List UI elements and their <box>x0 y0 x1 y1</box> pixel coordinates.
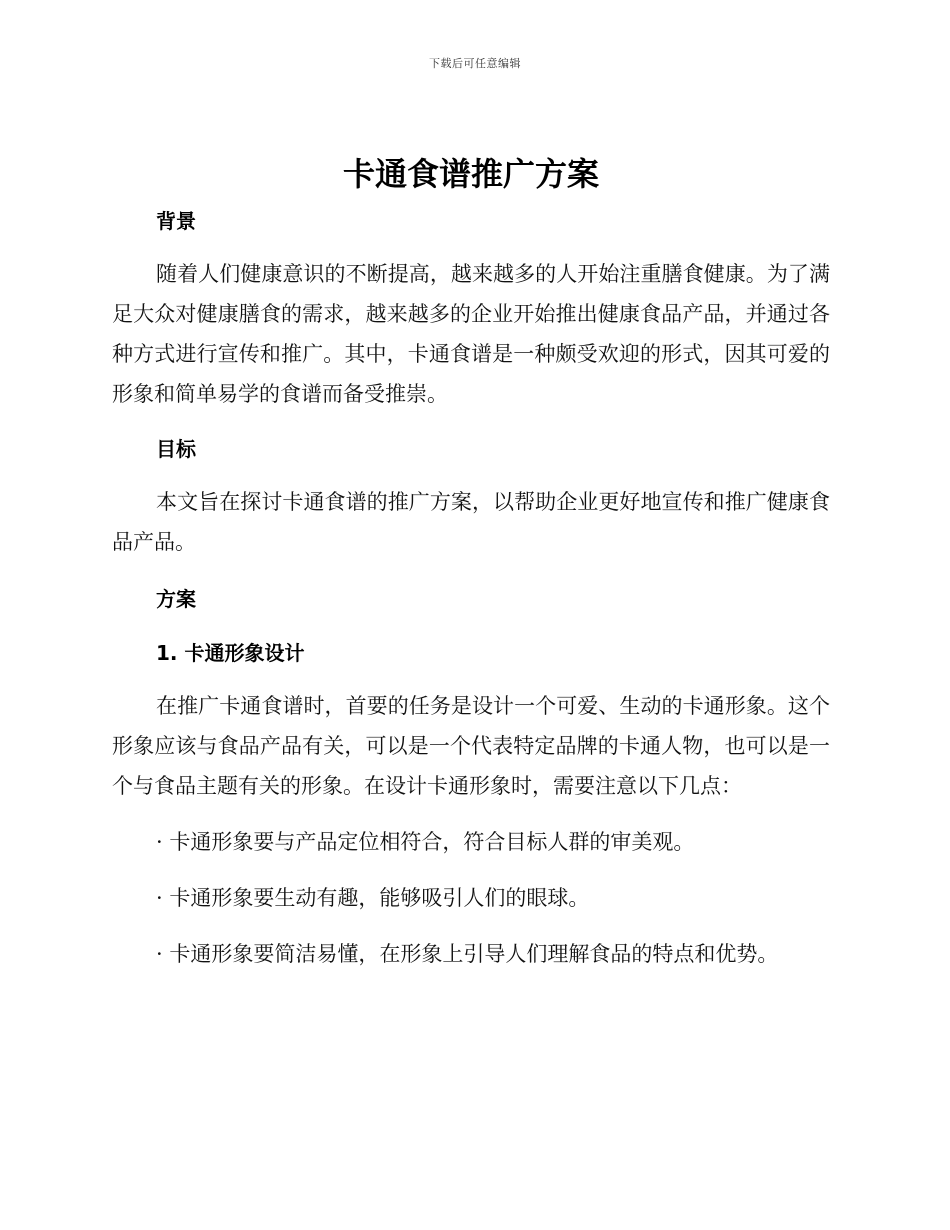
bullet-item: · 卡通形象要生动有趣，能够吸引人们的眼球。 <box>156 886 590 910</box>
page-header-note: 下载后可任意编辑 <box>429 57 521 70</box>
paragraph-background: 随着人们健康意识的不断提高，越来越多的人开始注重膳食健康。为了满足大众对健康膳食的需求，越来越多的企业开始推出健康食品产品，并通过各种方式进行宣传和推广。其中，卡通食谱是一种颇受欢迎的形式，因其可爱的形象和简单易学的食谱而备受推崇。 <box>112 262 830 406</box>
bullet-item: · 卡通形象要与产品定位相符合，符合目标人群的审美观。 <box>156 830 695 854</box>
heading-plan: 方案 <box>156 587 196 611</box>
paragraph-goal: 本文旨在探讨卡通食谱的推广方案，以帮助企业更好地宣传和推广健康食品产品。 <box>112 490 830 554</box>
heading-cartoon-design: 1. 卡通形象设计 <box>156 641 305 665</box>
document-body <box>112 150 830 974</box>
document-title: 卡通食谱推广方案 <box>342 155 599 193</box>
heading-goal: 目标 <box>156 437 196 461</box>
bullet-item: · 卡通形象要简洁易懂，在形象上引导人们理解食品的特点和优势。 <box>156 942 779 966</box>
heading-background: 背景 <box>156 209 196 233</box>
paragraph-cartoon-design: 在推广卡通食谱时，首要的任务是设计一个可爱、生动的卡通形象。这个形象应该与食品产品有关，可以是一个代表特定品牌的卡通人物，也可以是一个与食品主题有关的形象。在设计卡通形象时，需要注意以下几点： <box>112 694 830 798</box>
